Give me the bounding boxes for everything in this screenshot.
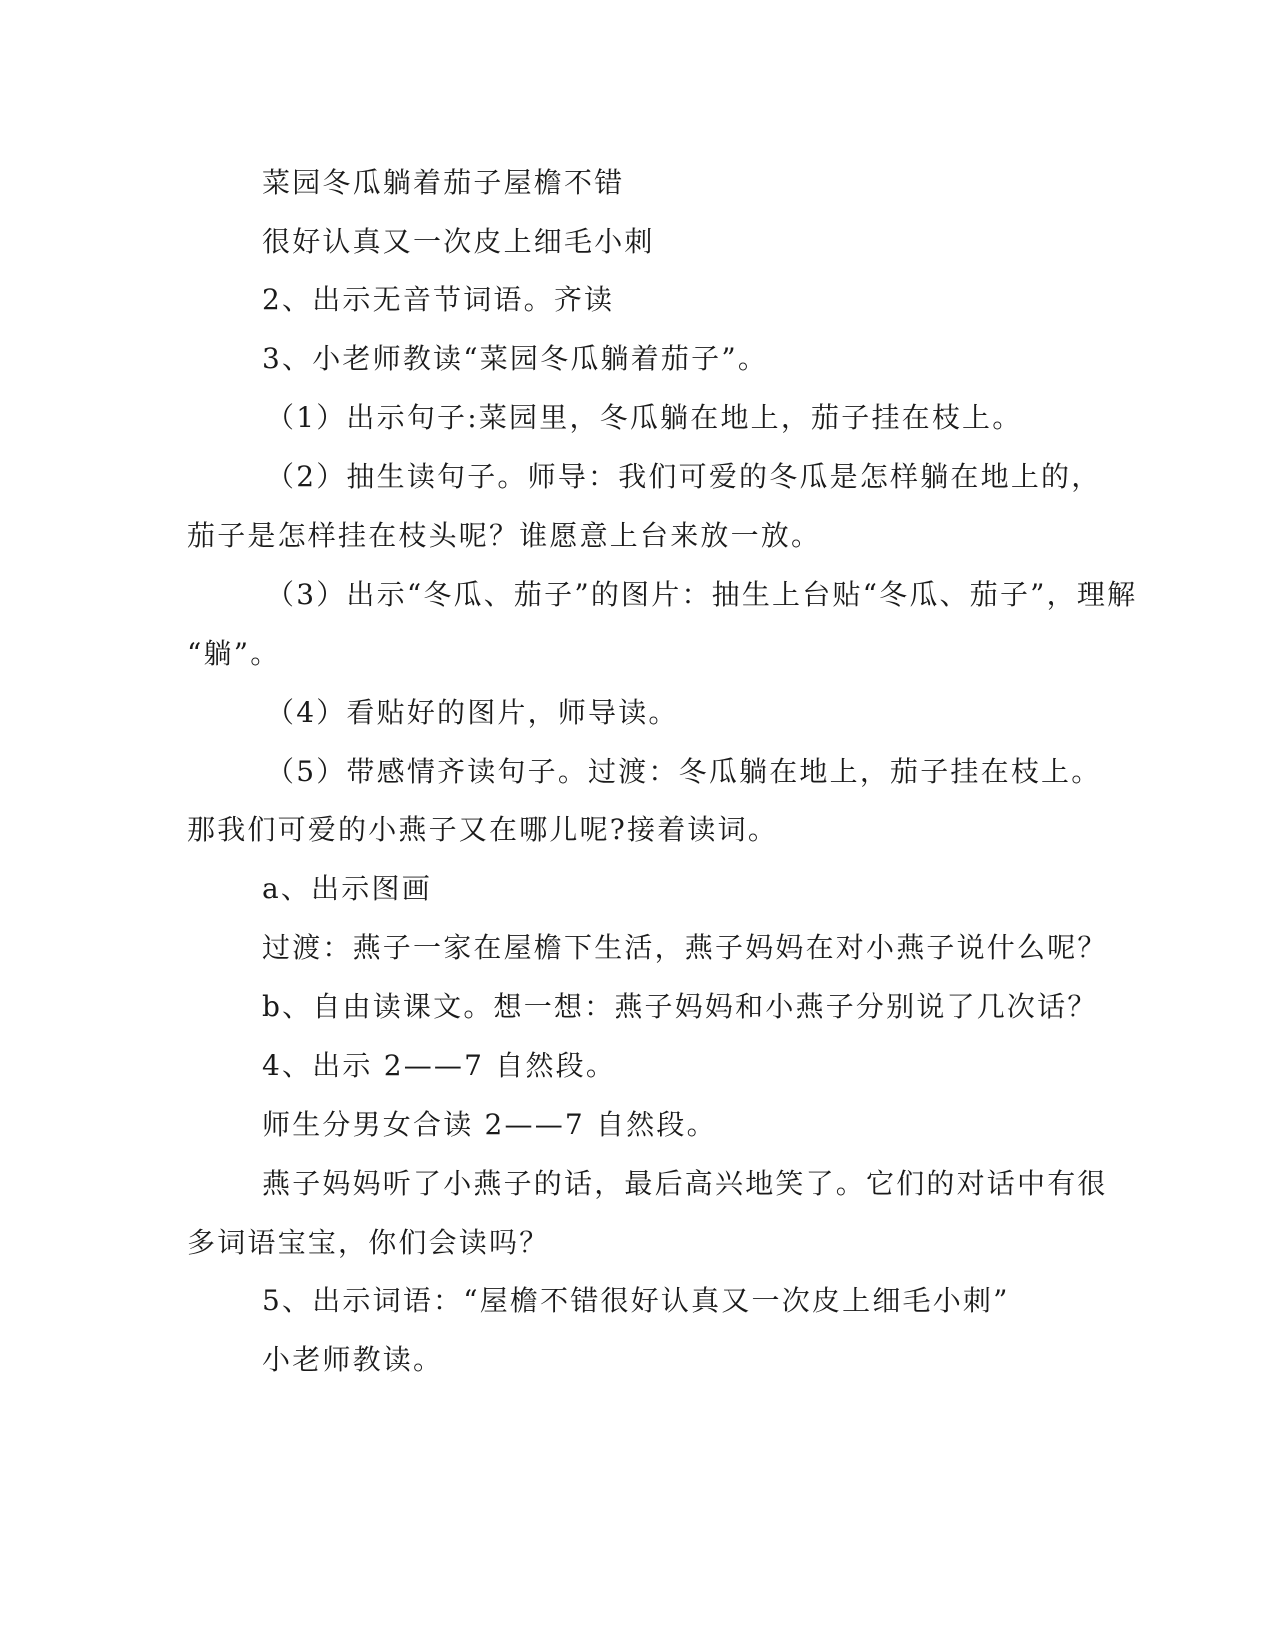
text-line: 5、出示词语：“屋檐不错很好认真又一次皮上细毛小刺”	[262, 1284, 1010, 1317]
text-line: 4、出示 2——7 自然段。	[262, 1049, 617, 1082]
text-line: （5）带感情齐读句子。过渡：冬瓜躺在地上，茄子挂在枝上。	[266, 755, 1102, 788]
text-line: （4）看贴好的图片，师导读。	[266, 696, 679, 729]
text-line: 2、出示无音节词语。齐读	[262, 283, 615, 316]
text-line: （1）出示句子:菜园里，冬瓜躺在地上，茄子挂在枝上。	[266, 401, 1023, 434]
text-line: （3）出示“冬瓜、茄子”的图片：抽生上台贴“冬瓜、茄子”，理解	[266, 578, 1138, 611]
text-line: （2）抽生读句子。师导：我们可爱的冬瓜是怎样躺在地上的，	[266, 460, 1102, 493]
text-line: b、自由读课文。想一想：燕子妈妈和小燕子分别说了几次话？	[262, 990, 1098, 1023]
text-line: 师生分男女合读 2——7 自然段。	[262, 1108, 717, 1141]
text-line: 燕子妈妈听了小燕子的话，最后高兴地笑了。它们的对话中有很	[262, 1167, 1108, 1200]
text-line: 菜园冬瓜躺着茄子屋檐不错	[262, 166, 625, 199]
text-line: “躺”。	[187, 637, 281, 670]
text-line: 过渡：燕子一家在屋檐下生活，燕子妈妈在对小燕子说什么呢？	[262, 931, 1108, 964]
text-line: 小老师教读。	[262, 1343, 444, 1376]
text-line: a、出示图画	[262, 872, 432, 905]
text-line: 茄子是怎样挂在枝头呢？谁愿意上台来放一放。	[187, 519, 822, 552]
text-line: 很好认真又一次皮上细毛小刺	[262, 225, 655, 258]
text-line: 3、小老师教读“菜园冬瓜躺着茄子”。	[262, 342, 769, 375]
text-line: 那我们可爱的小燕子又在哪儿呢?接着读词。	[187, 813, 779, 846]
text-line: 多词语宝宝，你们会读吗？	[187, 1226, 550, 1259]
